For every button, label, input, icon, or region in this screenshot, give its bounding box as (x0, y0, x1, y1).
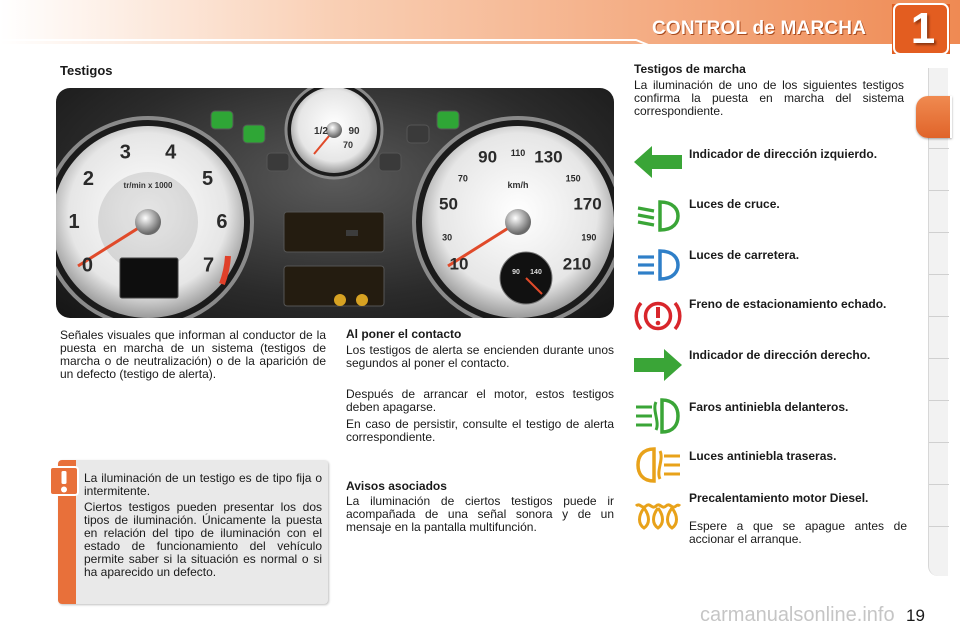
instrument-cluster-image (56, 88, 614, 318)
right-arrow-icon (630, 345, 686, 385)
dashboard-lamp (211, 111, 233, 129)
tab-divider (929, 316, 949, 317)
chapter-tab-active[interactable] (916, 96, 952, 138)
dashboard-lamp (437, 111, 459, 129)
speed-number: 210 (562, 254, 592, 274)
front-fog-icon (630, 396, 686, 436)
fuel-gauge-label: 1/2 (314, 126, 328, 137)
marcha-heading: Testigos de marcha (634, 62, 746, 76)
indicator-label-right-turn: Indicador de dirección derecho. (689, 348, 871, 362)
tach-number: 2 (82, 168, 95, 191)
speed-number: 10 (449, 254, 469, 274)
tach-number: 6 (216, 211, 228, 234)
indicator-label-rear-fog: Luces antiniebla traseras. (689, 449, 837, 463)
high-beam-icon (630, 245, 686, 285)
tab-divider (929, 526, 949, 527)
glow-plug-note: Espere a que se apague antes de accionar el arranque. (689, 519, 907, 546)
tach-number: 1 (68, 211, 80, 234)
tab-divider (929, 358, 949, 359)
warning-paragraph-2: Ciertos testigos pueden presentar los dos tipos de iluminación. Únicamente la puesta en relación del tipo de iluminación con el estado de funcionamiento del vehículo permite saber si la situación es normal o si ha aparecido un defecto. (84, 500, 322, 579)
marcha-intro: La iluminación de uno de los siguientes testigos confirma la puesta en marcha del sistema correspondiente. (634, 78, 904, 118)
tach-number: 3 (119, 141, 131, 164)
fuel-gauge-label: 90 (348, 126, 360, 137)
contact-heading: Al poner el contacto (346, 327, 462, 341)
tab-divider (929, 442, 949, 443)
tach-number: 4 (165, 141, 177, 164)
parking-brake-icon (630, 296, 686, 336)
low-beam-icon (630, 196, 686, 236)
speed-number: 50 (438, 194, 458, 214)
tach-number: 5 (201, 168, 214, 191)
tach-number: 7 (203, 254, 215, 277)
chapter-tab-strip (928, 68, 948, 576)
chapter-title: CONTROL de MARCHA (652, 18, 867, 39)
tab-divider (929, 190, 949, 191)
contact-paragraph-1: Los testigos de alerta se encienden durante unos segundos al poner el contacto. (346, 343, 614, 370)
indicator-label-front-fog: Faros antiniebla delanteros. (689, 400, 849, 414)
speed-number: 130 (534, 147, 563, 167)
indicator-label-low-beam: Luces de cruce. (689, 197, 780, 211)
section-title: Testigos (60, 63, 113, 78)
speed-number: 170 (573, 194, 602, 214)
speed-number: 150 (565, 173, 581, 184)
speed-unit-label: km/h (507, 180, 529, 190)
tab-divider (929, 400, 949, 401)
left-arrow-icon (630, 142, 686, 182)
indicator-label-parking-brake: Freno de estacionamiento echado. (689, 297, 887, 311)
tab-divider (929, 148, 949, 149)
chapter-header (0, 0, 960, 58)
watermark: carmanualsonline.info (700, 604, 895, 626)
contact-paragraph-2: Después de arrancar el motor, estos testigos deben apagarse. (346, 387, 614, 414)
dashboard-lamp (407, 125, 429, 143)
speed-number: 110 (510, 148, 526, 158)
tab-divider (929, 484, 949, 485)
indicator-label-glow-plug: Precalentamiento motor Diesel. (689, 491, 869, 505)
glow-plug-icon (630, 496, 686, 536)
exclamation-warning-icon (48, 466, 80, 496)
contact-paragraph-3: En caso de persistir, consulte el testigo de alerta correspondiente. (346, 417, 614, 444)
indicator-label-high-beam: Luces de carretera. (689, 248, 800, 262)
temp-gauge-label: 140 (530, 269, 542, 276)
speed-number: 70 (457, 173, 468, 184)
warning-paragraph-1: La iluminación de un testigo es de tipo fija o intermitente. (84, 471, 322, 498)
tab-divider (929, 274, 949, 275)
speed-number: 190 (581, 232, 597, 243)
intro-paragraph: Señales visuales que informan al conductor de la puesta en marcha de un sistema (testigos de marcha o de neutralización) o de la aparición de un defecto (testigo de alerta). (60, 328, 326, 381)
speed-number: 90 (478, 147, 498, 167)
speed-number: 30 (442, 232, 453, 243)
avisos-heading: Avisos asociados (346, 479, 447, 493)
tach-number: 0 (81, 254, 93, 277)
fuel-gauge-label: 70 (342, 140, 354, 150)
dashboard-lamp (379, 153, 401, 171)
page-number: 19 (906, 606, 925, 625)
dashboard-lamp (267, 153, 289, 171)
chapter-number: 1 (910, 4, 936, 53)
tach-unit-label: tr/min x 1000 (123, 181, 173, 190)
rear-fog-icon (630, 445, 686, 485)
avisos-paragraph: La iluminación de ciertos testigos puede ir acompañada de una señal sonora y de un mensaje en la pantalla multifunción. (346, 494, 614, 534)
temp-gauge-label: 90 (512, 269, 520, 276)
tab-divider (929, 232, 949, 233)
indicator-label-left-turn: Indicador de dirección izquierdo. (689, 147, 878, 161)
dashboard-lamp (243, 125, 265, 143)
